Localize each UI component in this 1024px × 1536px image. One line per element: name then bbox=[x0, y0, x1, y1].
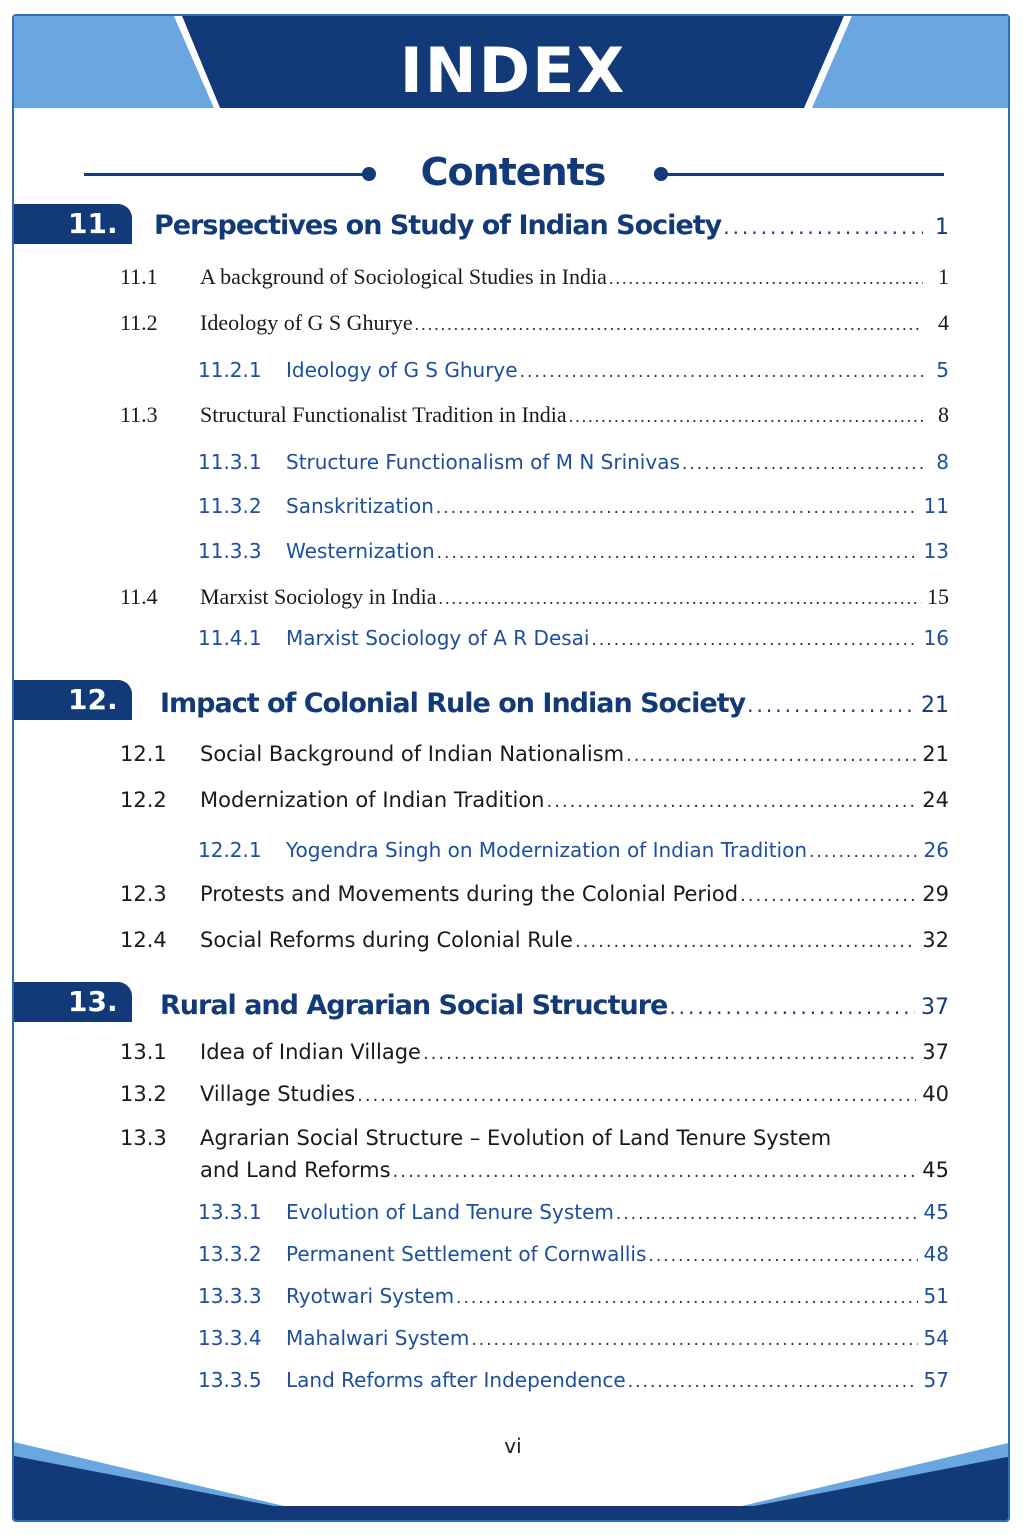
contents-heading bbox=[14, 144, 1010, 204]
section-entry[interactable] bbox=[120, 742, 949, 766]
section-title: Marxist Sociology in India bbox=[200, 584, 437, 609]
subsection-entry[interactable] bbox=[198, 494, 949, 518]
section-title: Ideology of G S Ghurye bbox=[200, 310, 413, 335]
section-title: Structural Functionalist Tradition in India bbox=[200, 402, 567, 427]
dot-leader bbox=[626, 745, 916, 766]
chapter-entry[interactable] bbox=[154, 210, 949, 241]
dot-leader bbox=[740, 885, 916, 906]
dot-leader bbox=[648, 1246, 917, 1266]
chapter-badge: 13. bbox=[14, 982, 132, 1022]
section-number: 13.2 bbox=[120, 1082, 167, 1106]
subsection-title: Sanskritization bbox=[286, 494, 434, 518]
page-number: 54 bbox=[923, 1326, 949, 1350]
dot-leader bbox=[575, 931, 916, 952]
page-number: 8 bbox=[936, 450, 949, 474]
chapter-badge: 12. bbox=[14, 680, 132, 720]
chapter-entry[interactable] bbox=[160, 688, 949, 719]
page-number: 45 bbox=[923, 1200, 949, 1224]
page-number: 57 bbox=[923, 1368, 949, 1392]
page-number: 37 bbox=[921, 995, 949, 1020]
dot-leader bbox=[747, 693, 915, 717]
subsection-number: 13.3.2 bbox=[198, 1242, 262, 1266]
subsection-number: 13.3.4 bbox=[198, 1326, 262, 1350]
page-number: 1 bbox=[938, 264, 949, 289]
chapter-title: Perspectives on Study of Indian Society bbox=[154, 210, 722, 241]
subsection-entry[interactable] bbox=[198, 358, 949, 382]
subsection-entry[interactable] bbox=[198, 838, 949, 862]
subsection-number: 11.2.1 bbox=[198, 358, 262, 382]
subsection-title: Ideology of G S Ghurye bbox=[286, 358, 518, 382]
subsection-title: Westernization bbox=[286, 539, 435, 563]
dot-leader bbox=[682, 454, 923, 474]
chapter-title: Rural and Agrarian Social Structure bbox=[160, 990, 668, 1021]
subsection-number: 11.4.1 bbox=[198, 626, 262, 650]
divider-right bbox=[664, 173, 944, 176]
page-number: 51 bbox=[923, 1284, 949, 1308]
dot-leader bbox=[520, 362, 923, 382]
page-frame bbox=[12, 14, 1010, 1522]
page-number: 13 bbox=[923, 539, 949, 563]
subsection-title: Structure Functionalism of M N Srinivas bbox=[286, 450, 680, 474]
subsection-entry[interactable] bbox=[198, 450, 949, 474]
section-entry[interactable] bbox=[120, 310, 949, 336]
section-title: Idea of Indian Village bbox=[200, 1040, 421, 1064]
page-number: 26 bbox=[923, 838, 949, 862]
section-title: Social Background of Indian Nationalism bbox=[200, 742, 625, 766]
chapter-badge: 11. bbox=[14, 204, 132, 244]
section-number: 12.3 bbox=[120, 882, 167, 906]
dot-leader bbox=[616, 1204, 918, 1224]
subsection-title: Yogendra Singh on Modernization of Indian Tradition bbox=[286, 838, 808, 862]
dot-leader bbox=[669, 995, 915, 1019]
page-number: 5 bbox=[936, 358, 949, 382]
section-entry[interactable] bbox=[120, 264, 949, 290]
dot-leader bbox=[609, 268, 923, 289]
section-number: 11.2 bbox=[120, 310, 158, 335]
page-number: 21 bbox=[921, 693, 949, 718]
section-entry[interactable] bbox=[120, 928, 949, 952]
subsection-entry[interactable] bbox=[198, 1242, 949, 1266]
page-number: 40 bbox=[922, 1082, 949, 1106]
subsection-number: 13.3.1 bbox=[198, 1200, 262, 1224]
subsection-entry[interactable] bbox=[198, 626, 949, 650]
dot-leader bbox=[569, 406, 923, 427]
dot-leader bbox=[415, 314, 923, 335]
subsection-title: Ryotwari System bbox=[286, 1284, 455, 1308]
contents-title: Contents bbox=[420, 150, 606, 194]
page-number: 16 bbox=[923, 626, 949, 650]
dot-leader bbox=[437, 543, 918, 563]
dot-leader bbox=[809, 842, 918, 862]
page-number: 48 bbox=[923, 1242, 949, 1266]
dot-leader bbox=[456, 1288, 918, 1308]
page-number-footer: vi bbox=[504, 1434, 522, 1458]
page-number: 21 bbox=[922, 742, 949, 766]
chapter-entry[interactable] bbox=[160, 990, 949, 1021]
dot-leader bbox=[591, 630, 917, 650]
subsection-entry[interactable] bbox=[198, 1284, 949, 1308]
section-number: 11.1 bbox=[120, 264, 158, 289]
section-number: 11.3 bbox=[120, 402, 158, 427]
dot-leader bbox=[423, 1043, 916, 1064]
index-title: INDEX bbox=[399, 34, 627, 107]
subsection-number: 11.3.1 bbox=[198, 450, 262, 474]
section-number: 13.3 bbox=[120, 1126, 167, 1150]
section-entry-line2[interactable] bbox=[200, 1158, 949, 1182]
page-number: 32 bbox=[922, 928, 949, 952]
section-entry[interactable] bbox=[120, 788, 949, 812]
section-title: A background of Sociological Studies in India bbox=[200, 264, 607, 289]
dot-leader bbox=[393, 1161, 917, 1182]
section-title: Village Studies bbox=[200, 1082, 356, 1106]
dot-leader bbox=[436, 498, 918, 518]
subsection-title: Land Reforms after Independence bbox=[286, 1368, 626, 1392]
subsection-title: Evolution of Land Tenure System bbox=[286, 1200, 614, 1224]
dot-leader bbox=[357, 1085, 916, 1106]
subsection-number: 12.2.1 bbox=[198, 838, 262, 862]
section-entry[interactable] bbox=[120, 1082, 949, 1106]
dot-leader bbox=[547, 791, 917, 812]
section-entry[interactable] bbox=[120, 402, 949, 428]
section-number: 11.4 bbox=[120, 584, 158, 609]
subsection-title: Marxist Sociology of A R Desai bbox=[286, 626, 590, 650]
section-entry-line1[interactable] bbox=[120, 1126, 949, 1150]
page-number: 24 bbox=[922, 788, 949, 812]
section-title: Agrarian Social Structure – Evolution of Land Tenure System bbox=[200, 1126, 832, 1150]
page-number: 8 bbox=[938, 402, 949, 427]
subsection-entry[interactable] bbox=[198, 1326, 949, 1350]
section-number: 13.1 bbox=[120, 1040, 167, 1064]
page-number: 45 bbox=[922, 1158, 949, 1182]
section-title: Modernization of Indian Tradition bbox=[200, 788, 545, 812]
section-number: 12.4 bbox=[120, 928, 167, 952]
section-title-continued: and Land Reforms bbox=[200, 1158, 391, 1182]
dot-leader bbox=[438, 588, 921, 609]
section-number: 12.1 bbox=[120, 742, 167, 766]
subsection-entry[interactable] bbox=[198, 1368, 949, 1392]
subsection-number: 11.3.2 bbox=[198, 494, 262, 518]
page-number: 15 bbox=[927, 584, 949, 609]
page-number: 37 bbox=[922, 1040, 949, 1064]
subsection-number: 13.3.3 bbox=[198, 1284, 262, 1308]
section-entry[interactable] bbox=[120, 584, 949, 610]
subsection-number: 13.3.5 bbox=[198, 1368, 262, 1392]
subsection-entry[interactable] bbox=[198, 539, 949, 563]
subsection-number: 11.3.3 bbox=[198, 539, 262, 563]
subsection-title: Mahalwari System bbox=[286, 1326, 470, 1350]
page-number: 1 bbox=[935, 215, 949, 240]
section-title: Social Reforms during Colonial Rule bbox=[200, 928, 573, 952]
subsection-title: Permanent Settlement of Cornwallis bbox=[286, 1242, 647, 1266]
dot-leader bbox=[723, 215, 923, 239]
section-entry[interactable] bbox=[120, 882, 949, 906]
dot-leader bbox=[471, 1330, 917, 1350]
section-entry[interactable] bbox=[120, 1040, 949, 1064]
subsection-entry[interactable] bbox=[198, 1200, 949, 1224]
section-number: 12.2 bbox=[120, 788, 167, 812]
dot-leader bbox=[628, 1372, 918, 1392]
chapter-title: Impact of Colonial Rule on Indian Society bbox=[160, 688, 746, 719]
page-number: 4 bbox=[938, 310, 949, 335]
section-title: Protests and Movements during the Colonial Period bbox=[200, 882, 739, 906]
page-number: 11 bbox=[923, 494, 949, 518]
page-number: 29 bbox=[922, 882, 949, 906]
